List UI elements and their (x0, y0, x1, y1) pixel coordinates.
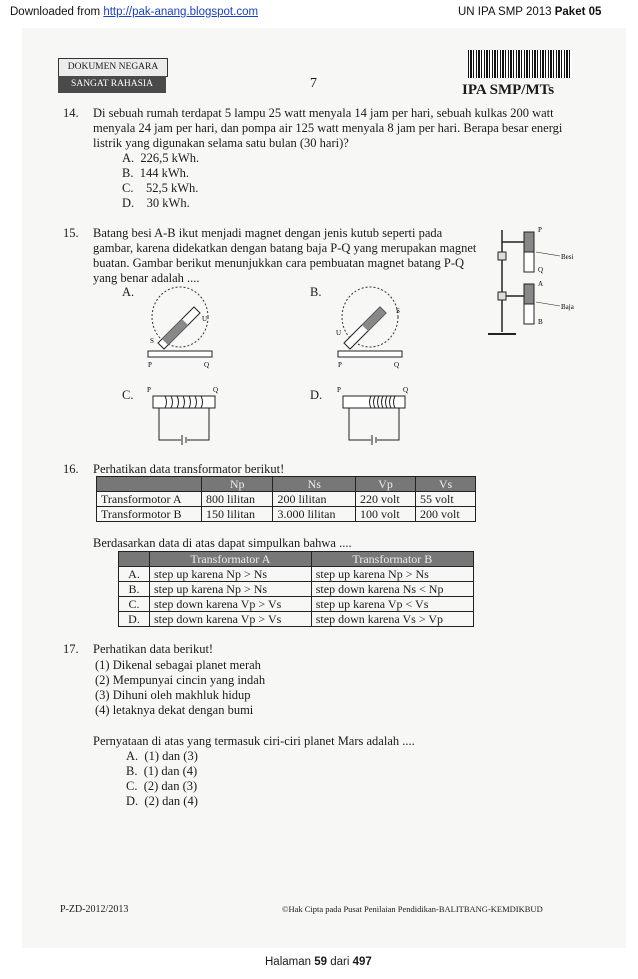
label-besi: Besi (561, 253, 574, 261)
svg-text:U: U (202, 315, 208, 323)
svg-text:P: P (337, 386, 341, 394)
table-header-row: Np Ns Vp Vs (97, 477, 476, 492)
q16-option-a[interactable]: A. step up karena Np > Ns step up karena Np > Ns (119, 567, 474, 582)
q15-option-c[interactable]: C. (122, 388, 134, 402)
q15-option-d[interactable]: D. (310, 388, 323, 402)
q15-option-a[interactable]: A. (122, 285, 135, 299)
q16-intro: Perhatikan data transformator berikut! (93, 462, 285, 476)
table-row: Transformotor A 800 lilitan 200 lilitan 220 volt 55 volt (97, 492, 476, 507)
svg-text:S: S (150, 337, 154, 345)
q14-number: 14. (63, 106, 79, 120)
figure-a-stroking (140, 285, 220, 370)
svg-text:P: P (147, 386, 151, 394)
q17-item-1: (1) Dikenal sebagai planet merah (95, 658, 261, 672)
q14-option-b[interactable]: B. 144 kWh. (122, 166, 190, 180)
document-code: P-ZD-2012/2013 (60, 904, 129, 915)
transformer-data-table (96, 476, 476, 522)
q16-number: 16. (63, 462, 79, 476)
q17-option-a[interactable]: A. (1) dan (3) (126, 749, 198, 763)
copyright-notice: ©Hak Cipta pada Pusat Penilaian Pendidikan-BALITBANG-KEMDIKBUD (282, 904, 543, 914)
magnet-stand-figure (486, 222, 586, 342)
document-stamp: DOKUMEN NEGARA (58, 58, 168, 77)
q17-item-3: (3) Dihuni oleh makhluk hidup (95, 688, 251, 702)
svg-text:Q: Q (204, 361, 210, 369)
svg-text:Q: Q (394, 361, 400, 369)
q15-number: 15. (63, 226, 79, 240)
q14-option-c[interactable]: C. 52,5 kWh. (122, 181, 199, 195)
q17-item-4: (4) letaknya dekat dengan bumi (95, 703, 254, 717)
q17-item-2: (2) Mempunyai cincin yang indah (95, 673, 266, 687)
q17-option-d[interactable]: D. (2) dan (4) (126, 794, 198, 808)
secret-stamp: SANGAT RAHASIA (58, 76, 166, 93)
label-b: B (538, 318, 543, 326)
barcode (468, 50, 572, 78)
q16-option-d[interactable]: D. step down karena Vp > Vs step down karena Vs > Vp (119, 612, 474, 627)
q17-question: Pernyataan di atas yang termasuk ciri-ciri planet Mars adalah .... (93, 734, 415, 748)
label-q: Q (538, 266, 544, 274)
svg-text:Q: Q (403, 386, 409, 394)
source-link[interactable]: http://pak-anang.blogspot.com (103, 6, 259, 18)
q15-text: Batang besi A-B ikut menjadi magnet dengan jenis kutub seperti pada gambar, karena didekatkan dengan batang baja P-Q yang merupakan magnet buatan. Gambar berikut menunjukkan cara pembuatan magnet batang P-Q yang benar adalah .... (93, 226, 477, 285)
subject-title: IPA SMP/MTs (462, 82, 555, 98)
page-counter: Halaman 59 dari 497 (265, 956, 372, 968)
table-header-row: Transformator A Transformator B (119, 552, 474, 567)
figure-d-solenoid (335, 384, 415, 448)
label-a: A (538, 280, 544, 288)
figure-b-stroking (330, 285, 410, 370)
q16-conclusion: Berdasarkan data di atas dapat simpulkan bahwa .... (93, 536, 352, 550)
page-number: 7 (310, 76, 317, 91)
q17-option-c[interactable]: C. (2) dan (3) (126, 779, 198, 793)
q17-intro: Perhatikan data berikut! (93, 642, 214, 656)
svg-text:P: P (338, 361, 342, 369)
q14-option-d[interactable]: D. 30 kWh. (122, 196, 190, 210)
q15-option-b[interactable]: B. (310, 285, 322, 299)
q14-text: Di sebuah rumah terdapat 5 lampu 25 watt menyala 14 jam per hari, sebuah kulkas 200 watt menyala 24 jam per hari, dan pompa air 125 watt menyala 8 jam per hari. Berapa besar energi listrik yang digunakan selama satu bulan (30 hari)? (93, 106, 563, 150)
svg-text:P: P (148, 361, 152, 369)
q17-option-b[interactable]: B. (1) dan (4) (126, 764, 198, 778)
table-row: Transformotor B 150 lilitan 3.000 lilitan 100 volt 200 volt (97, 507, 476, 522)
label-baja: Baja (561, 303, 574, 311)
q14-option-a[interactable]: A. 226,5 kWh. (122, 151, 200, 165)
svg-text:U: U (336, 329, 342, 337)
figure-c-solenoid (145, 384, 225, 448)
download-source: Downloaded from http://pak-anang.blogspot.com (10, 6, 259, 18)
q16-option-b[interactable]: B. step up karena Np > Ns step down karena Ns < Np (119, 582, 474, 597)
svg-text:S: S (396, 307, 400, 315)
label-p: P (538, 226, 542, 234)
svg-text:Q: Q (213, 386, 219, 394)
transformer-options-table (118, 551, 474, 627)
exam-label: UN IPA SMP 2013 Paket 05 (458, 6, 602, 18)
q16-option-c[interactable]: C. step down karena Vp > Vs step up karena Vp < Vs (119, 597, 474, 612)
q17-number: 17. (63, 642, 79, 656)
